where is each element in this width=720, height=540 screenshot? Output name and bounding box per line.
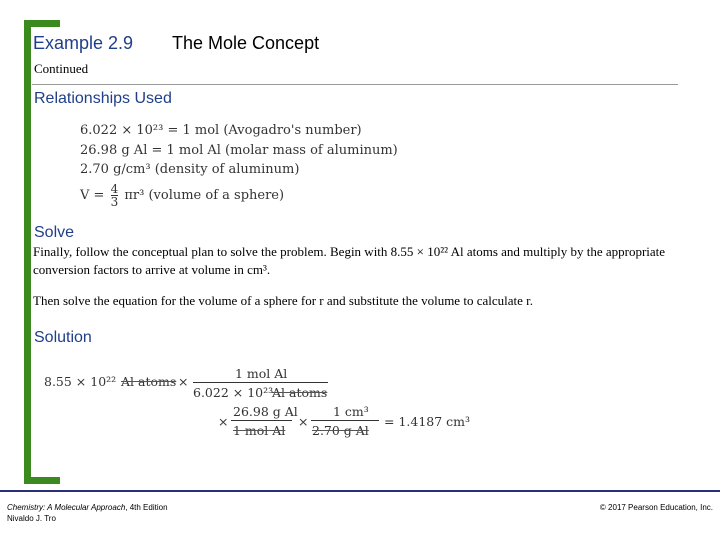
- factor1-bar: [193, 382, 328, 383]
- times-sign-3: ×: [298, 414, 309, 429]
- fraction-denominator: 3: [110, 194, 119, 209]
- example-topic: The Mole Concept: [172, 33, 320, 53]
- factor1-numerator: 1 mol Al: [235, 366, 288, 381]
- sphere-volume-lhs: V =: [80, 187, 105, 203]
- example-label: Example 2.9: [33, 33, 134, 53]
- footer-book: [7, 503, 168, 512]
- factor1-denominator-unit: Al atoms: [272, 385, 328, 400]
- relationships-equations: [80, 121, 398, 208]
- times-sign-2: ×: [218, 414, 229, 429]
- slide-bracket-bottom: [24, 477, 60, 484]
- relationship-density: 2.70 g/cm³ (density of aluminum): [80, 162, 300, 177]
- solution-result: = 1.4187 cm³: [384, 414, 471, 429]
- factor2-bar: [231, 420, 292, 421]
- footer-author: Nivaldo J. Tro: [7, 514, 56, 523]
- factor2-numerator: 26.98 g Al: [233, 404, 298, 419]
- continued-label: Continued: [34, 61, 89, 76]
- solution-start-unit: Al atoms: [121, 374, 177, 389]
- factor3-numerator: 1 cm³: [333, 404, 369, 419]
- relationship-sphere-volume: [80, 183, 398, 208]
- relationships-heading: Relationships Used: [34, 90, 172, 107]
- footer-edition: , 4th Edition: [125, 503, 168, 512]
- footer-divider: [0, 490, 720, 492]
- factor3-denominator: 2.70 g Al: [312, 423, 369, 438]
- solution-start-value: 8.55 × 10²²: [44, 374, 117, 389]
- factor1-denominator-value: 6.022 × 10²³: [193, 385, 274, 400]
- factor2-denominator: 1 mol Al: [233, 423, 286, 438]
- footer-book-title: Chemistry: A Molecular Approach: [7, 503, 126, 512]
- solution-heading: Solution: [34, 329, 92, 346]
- footer-copyright: © 2017 Pearson Education, Inc.: [599, 503, 713, 512]
- factor3-bar: [311, 420, 379, 421]
- slide-bracket-top: [24, 20, 60, 27]
- slide-bracket: [24, 20, 31, 484]
- sphere-volume-rhs: πr³ (volume of a sphere): [124, 187, 285, 203]
- relationship-avogadro: 6.022 × 10²³ = 1 mol (Avogadro's number): [80, 123, 362, 138]
- header-divider: [32, 84, 678, 85]
- fraction-numerator: 4: [110, 181, 119, 196]
- solve-paragraph-2: Then solve the equation for the volume of a sphere for r and substitute the volume to calculate r.: [33, 293, 533, 308]
- times-sign-1: ×: [178, 374, 189, 389]
- solve-heading: Solve: [34, 224, 75, 241]
- relationship-molar-mass: 26.98 g Al = 1 mol Al (molar mass of aluminum): [80, 142, 398, 158]
- four-thirds-fraction: [111, 183, 119, 208]
- solve-paragraph-1: Finally, follow the conceptual plan to solve the problem. Begin with 8.55 × 10²² Al atoms and multiply by the appropriate conversion factors to arrive at volume in cm³.: [33, 244, 666, 277]
